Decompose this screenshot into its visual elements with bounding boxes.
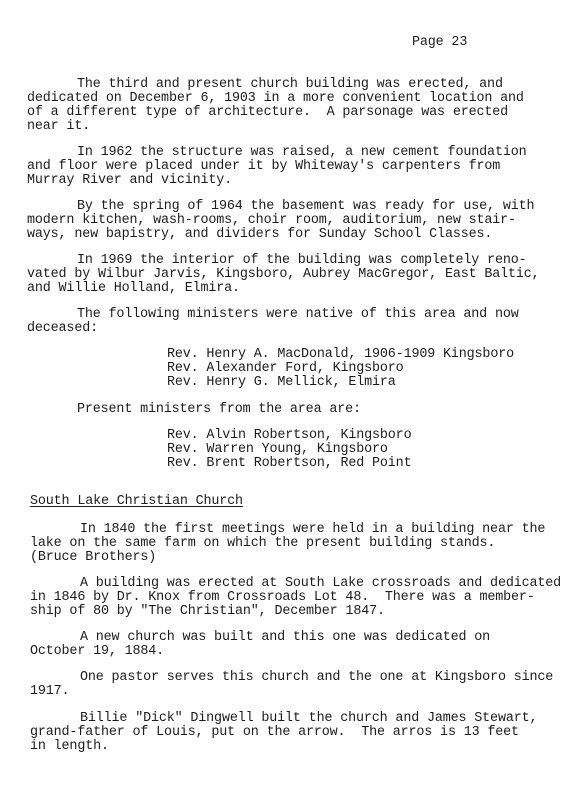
section-heading: South Lake Christian Church <box>30 494 243 509</box>
text-line: and floor were placed under it by Whiteway's carpenters from <box>27 159 501 174</box>
text-line: and Willie Holland, Elmira. <box>27 281 240 296</box>
text-line: ship of 80 by "The Christian", December 1847. <box>30 604 385 619</box>
text-line: 1917. <box>30 684 70 699</box>
text-line: modern kitchen, wash-rooms, choir room, auditorium, new stair- <box>27 213 516 228</box>
text-line: A building was erected at South Lake crossroads and dedicated <box>80 576 562 591</box>
text-line: One pastor serves this church and the one at Kingsboro since <box>80 670 554 685</box>
text-line: lake on the same farm on which the present building stands. <box>30 536 496 551</box>
text-line: The third and present church building was erected, and <box>77 77 503 92</box>
text-line: ways, new bapistry, and dividers for Sunday School Classes. <box>27 227 493 242</box>
text-line: A new church was built and this one was dedicated on <box>80 630 491 645</box>
text-line: near it. <box>27 119 91 134</box>
text-line: Murray River and vicinity. <box>27 173 233 188</box>
list-item: Rev. Alexander Ford, Kingsboro <box>167 361 404 376</box>
list-item: Rev. Henry G. Mellick, Elmira <box>167 375 396 390</box>
text-line: In 1962 the structure was raised, a new cement foundation <box>77 145 527 160</box>
text-line: By the spring of 1964 the basement was ready for use, with <box>77 199 535 214</box>
text-line: In 1840 the first meetings were held in a building near the <box>80 522 546 537</box>
text-line: vated by Wilbur Jarvis, Kingsboro, Aubrey MacGregor, East Baltic, <box>27 267 540 282</box>
page-number: Page 23 <box>412 35 468 50</box>
text-line: Billie "Dick" Dingwell built the church and James Stewart, <box>80 711 538 726</box>
text-line: In 1969 the interior of the building was completely reno- <box>77 253 527 268</box>
text-line: (Bruce Brothers) <box>30 550 157 565</box>
list-item: Rev. Henry A. MacDonald, 1906-1909 Kingsboro <box>167 347 514 362</box>
text-line: in length. <box>30 739 109 754</box>
text-line: October 19, 1884. <box>30 644 165 659</box>
text-line: grand-father of Louis, put on the arrow. The arros is 13 feet <box>30 725 519 740</box>
text-line: of a different type of architecture. A parsonage was erected <box>27 105 509 120</box>
present-ministers-intro: Present ministers from the area are: <box>77 402 361 417</box>
text-line: in 1846 by Dr. Knox from Crossroads Lot 48. There was a member- <box>30 590 535 605</box>
text-line: deceased: <box>27 321 98 336</box>
list-item: Rev. Brent Robertson, Red Point <box>167 456 412 471</box>
text-line: The following ministers were native of this area and now <box>77 307 519 322</box>
list-item: Rev. Alvin Robertson, Kingsboro <box>167 428 412 443</box>
text-line: dedicated on December 6, 1903 in a more convenient location and <box>27 91 524 106</box>
list-item: Rev. Warren Young, Kingsboro <box>167 442 388 457</box>
